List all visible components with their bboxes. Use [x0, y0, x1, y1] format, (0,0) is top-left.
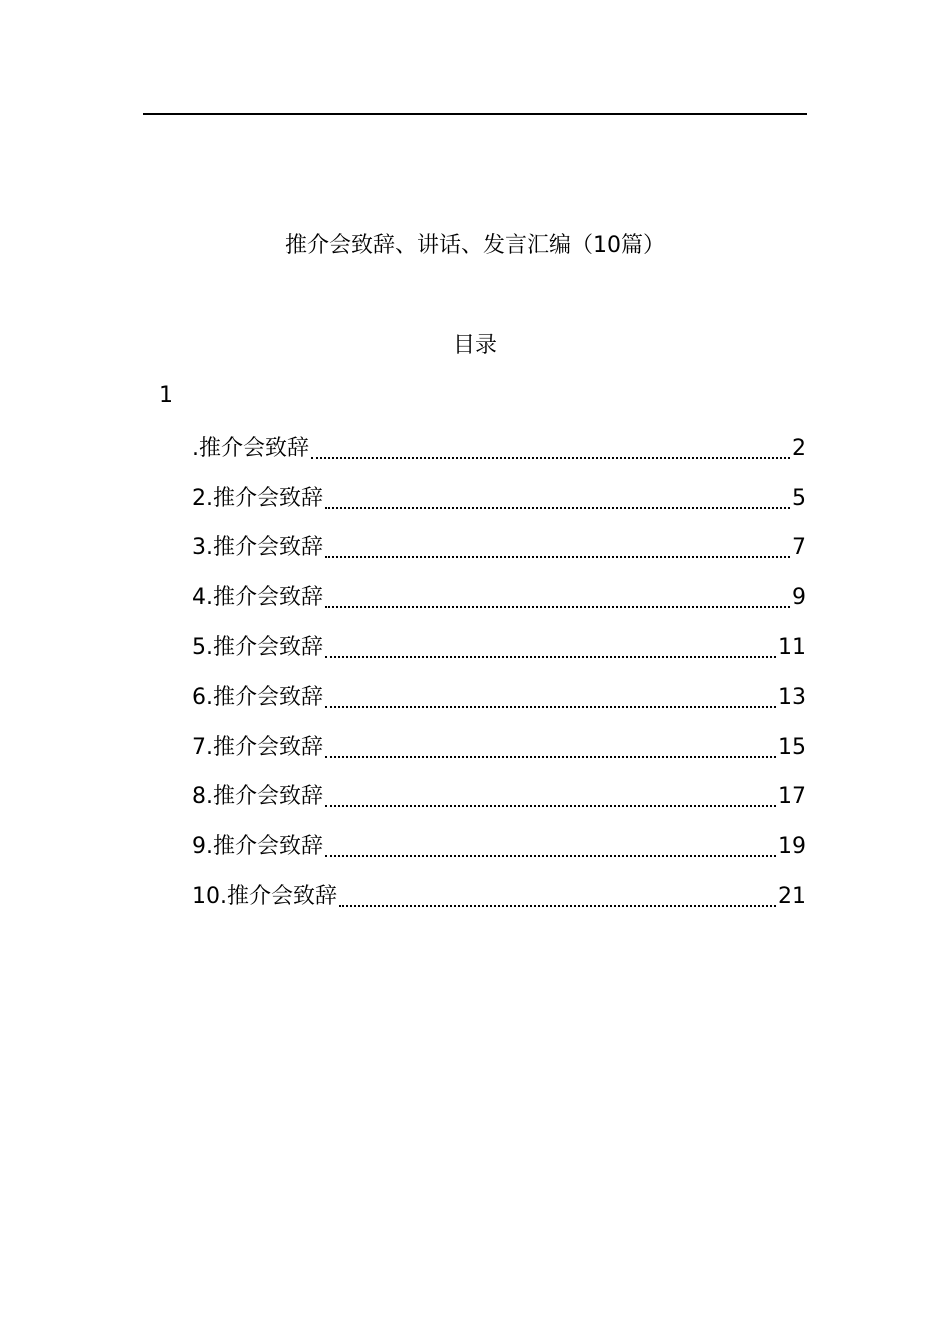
toc-dot-leader [325, 706, 776, 708]
toc-entry-page: 11 [778, 635, 806, 661]
toc-entry-label: 2.推介会致辞 [192, 485, 323, 511]
toc-entry-label: 5.推介会致辞 [192, 635, 323, 661]
toc-entry-10[interactable] [192, 872, 806, 922]
toc-entry-page: 2 [792, 435, 806, 461]
toc-dot-leader [325, 606, 790, 608]
toc-dot-leader [339, 905, 776, 907]
toc-entry-label: 6.推介会致辞 [192, 684, 323, 710]
document-title: 推介会致辞、讲话、发言汇编（10篇） [285, 233, 665, 258]
toc-dot-leader [311, 457, 790, 459]
toc-entry-1[interactable] [192, 424, 806, 474]
header-rule [143, 113, 807, 115]
toc-entry-4[interactable] [192, 573, 806, 623]
toc-entry-9[interactable] [192, 822, 806, 872]
toc-dot-leader [325, 507, 790, 509]
toc-entry-label: .推介会致辞 [192, 435, 309, 461]
toc-entry-label: 9.推介会致辞 [192, 834, 323, 860]
toc-dot-leader [325, 805, 776, 807]
toc-list [192, 424, 806, 922]
toc-heading: 目录 [452, 333, 497, 358]
toc-entry-page: 15 [778, 734, 806, 760]
toc-entry-page: 5 [792, 485, 806, 511]
toc-entry-label: 8.推介会致辞 [192, 784, 323, 810]
toc-entry-label: 4.推介会致辞 [192, 585, 323, 611]
toc-entry-3[interactable] [192, 524, 806, 574]
toc-dot-leader [325, 855, 776, 857]
toc-entry-page: 17 [778, 784, 806, 810]
toc-entry-8[interactable] [192, 773, 806, 823]
toc-entry-label: 7.推介会致辞 [192, 734, 323, 760]
toc-dot-leader [325, 756, 776, 758]
toc-entry-page: 13 [778, 684, 806, 710]
toc-stray-number: 1 [159, 383, 173, 408]
toc-entry-label: 10.推介会致辞 [192, 884, 337, 910]
toc-dot-leader [325, 556, 790, 558]
toc-dot-leader [325, 656, 776, 658]
toc-entry-6[interactable] [192, 673, 806, 723]
toc-entry-page: 9 [792, 585, 806, 611]
toc-entry-page: 7 [792, 535, 806, 561]
toc-entry-page: 19 [778, 834, 806, 860]
toc-entry-2[interactable] [192, 474, 806, 524]
toc-entry-page: 21 [778, 884, 806, 910]
toc-entry-5[interactable] [192, 623, 806, 673]
toc-entry-7[interactable] [192, 723, 806, 773]
toc-entry-label: 3.推介会致辞 [192, 535, 323, 561]
